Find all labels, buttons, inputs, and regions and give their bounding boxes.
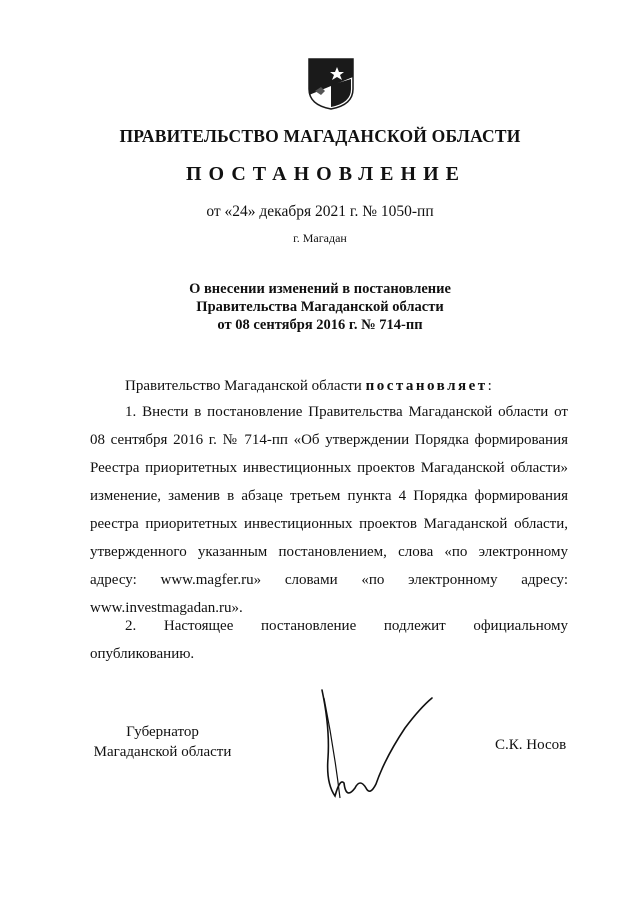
organization-name: ПРАВИТЕЛЬСТВО МАГАДАНСКОЙ ОБЛАСТИ — [119, 126, 521, 146]
title-line-1: О внесении изменений в постановление — [189, 281, 451, 297]
lead-prefix: Правительство Магаданской области — [125, 378, 362, 394]
document-number-line: от «24» декабря 2021 г. № 1050-пп — [206, 203, 434, 220]
document-type: ПОСТАНОВЛЕНИЕ — [186, 163, 466, 185]
coat-of-arms-emblem — [303, 55, 359, 111]
title-line-2: Правительства Магаданской области — [196, 299, 444, 315]
lead-suffix: : — [487, 378, 492, 394]
paragraph-1: 1. Внести в постановление Правительства Магаданской области от 08 сентября 2016 г. № 714-пп «Об утверждении Порядка формирования Реестра приоритетных инвестиционных проектов Магаданской области» изменение, заменив в абзаце третьем пункта 4 Порядка формирования реестра приоритетных инвестиционных проектов Магаданской области, утвержденного указанным постановлением, слова «по электронному адресу: www.magfer.ru» словами «по электронному адресу: www.investmagadan.ru». — [90, 404, 568, 616]
resolution-lead — [125, 372, 568, 400]
signatory-name: С.К. Носов — [495, 737, 567, 753]
signatory-position — [90, 722, 235, 762]
handwritten-signature — [300, 688, 445, 808]
document-title — [0, 280, 640, 334]
position-line-2: Магаданской области — [93, 744, 232, 760]
title-line-3: от 08 сентября 2016 г. № 714-пп — [217, 317, 423, 333]
city-name: г. Магадан — [293, 231, 347, 245]
paragraph-2: 2. Настоящее постановление подлежит официальному опубликованию. — [90, 618, 568, 662]
position-line-1: Губернатор — [126, 724, 199, 740]
lead-spaced-word: постановляет — [365, 378, 488, 394]
